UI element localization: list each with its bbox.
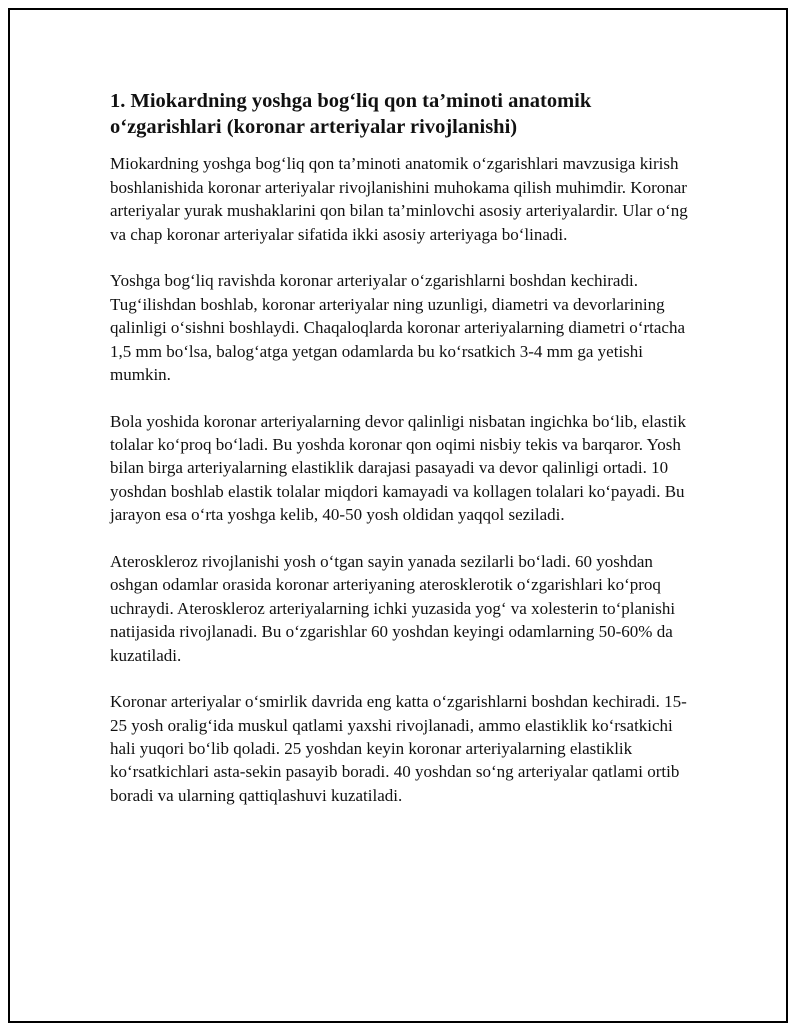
paragraph-age-changes: Yoshga bog‘liq ravishda koronar arteriyalar o‘zgarishlarni boshdan kechiradi. Tug‘ilishdan boshlab, koronar arteriyalar ning uzunligi, diametri va devorlarining qalinligi o‘sishni boshlaydi. Chaqaloqlarda koronar arteriyalarning diametri o‘rtacha 1,5 mm bo‘lsa, balog‘atga yetgan odamlarda bu ko‘rsatkich 3-4 mm ga yetishi mumkin. (110, 271, 685, 385)
document-body (110, 88, 690, 830)
document-title: 1. Miokardning yoshga bog‘liq qon ta’minoti anatomik o‘zgarishlari (koronar arteriyalar rivojlanishi) (110, 90, 592, 139)
paragraph-atherosclerosis: Ateroskleroz rivojlanishi yosh o‘tgan sayin yanada sezilarli bo‘ladi. 60 yoshdan oshgan odamlar orasida koronar arteriyaning aterosklerotik o‘zgarishlari ko‘proq uchraydi. Ateroskleroz arteriyalarning ichki yuzasida yog‘ va xolesterin to‘planishi natijasida rivojlanadi. Bu o‘zgarishlar 60 yoshdan keyingi odamlarning 50-60% da kuzatiladi. (110, 551, 676, 665)
paragraph-childhood: Bola yoshida koronar arteriyalarning devor qalinligi nisbatan ingichka bo‘lib, elastik tolalar ko‘proq bo‘ladi. Bu yoshda koronar qon oqimi nisbiy tekis va barqaror. Yosh bilan birga arteriyalarning elastiklik darajasi pasayadi va devor qalinligi ortadi. 10 yoshdan boshlab elastik tolalar miqdori kamayadi va kollagen tolalari ko‘payadi. Bu jarayon esa o‘rta yoshga kelib, 40-50 yosh oldidan yaqqol seziladi. (110, 411, 686, 525)
paragraph-adolescence: Koronar arteriyalar o‘smirlik davrida eng katta o‘zgarishlarni boshdan kechiradi. 15-25 yosh oralig‘ida muskul qatlami yaxshi rivojlanadi, ammo elastiklik ko‘rsatkichi hali yuqori bo‘lib qoladi. 25 yoshdan keyin koronar arteriyalarning elastiklik ko‘rsatkichlari asta-sekin pasayib boradi. 40 yoshdan so‘ng arteriyalar qatlami ortib boradi va ularning qattiqlashuvi kuzatiladi. (110, 692, 687, 805)
paragraph-intro: Miokardning yoshga bog‘liq qon ta’minoti anatomik o‘zgarishlari mavzusiga kirish boshlanishida koronar arteriyalar rivojlanishini muhokama qilish muhimdir. Koronar arteriyalar yurak mushaklarini qon bilan ta’minlovchi asosiy arteriyalardir. Ular o‘ng va chap koronar arteriyalar sifatida ikki asosiy arteriyaga bo‘linadi. (110, 154, 688, 244)
